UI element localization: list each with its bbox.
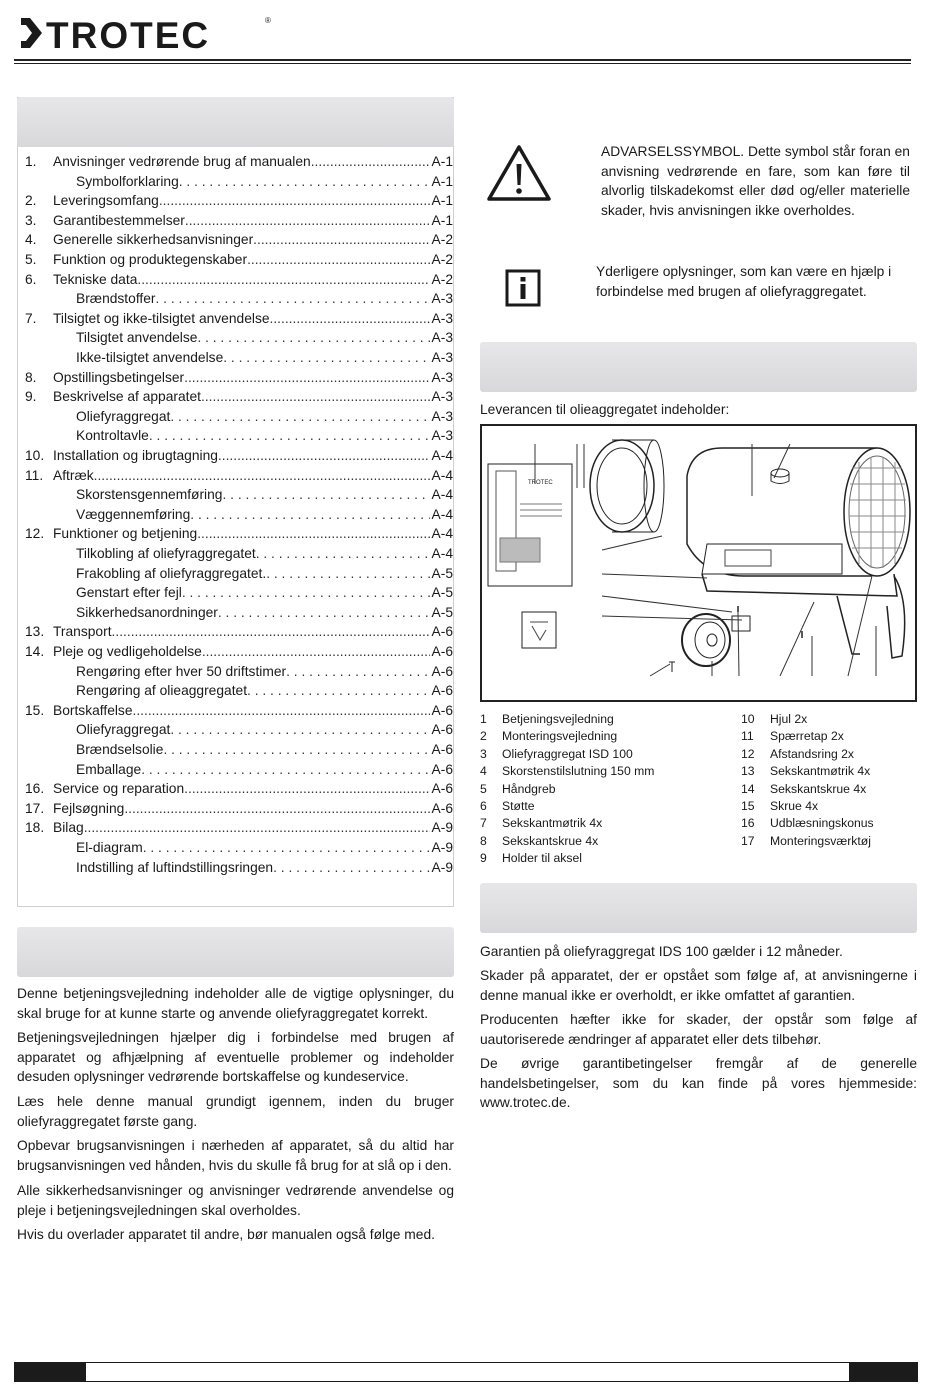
toc-entry[interactable]	[25, 818, 453, 838]
parts-list-item	[480, 781, 730, 798]
header-rule-thin	[14, 63, 911, 64]
part-label: Sekskantmøtrik 4x	[502, 816, 603, 831]
toc-entry-page: A-6	[431, 663, 453, 679]
toc-entry[interactable]	[25, 407, 453, 427]
toc-leader-dots	[141, 760, 429, 780]
toc-entry-page: A-9	[431, 820, 453, 836]
toc-leader-dots	[270, 309, 430, 329]
toc-entry[interactable]	[25, 838, 453, 858]
toc-entry-number: 2.	[25, 193, 37, 209]
toc-entry-number	[25, 505, 76, 525]
footer-bar-left	[14, 1362, 86, 1382]
toc-entry-page: A-6	[431, 702, 453, 718]
part-number: 7	[480, 816, 487, 831]
toc-leader-dots	[218, 603, 430, 623]
toc-entry-number	[25, 289, 76, 309]
toc-entry-page: A-4	[431, 487, 453, 503]
warning-symbol-text: ADVARSELSSYMBOL. Dette symbol står foran en anvisning vedrørende en fare, som kan føre til alvorlig tilskadekomst eller død og/eller materielle skader, hvis anvisningen ikke overholdes.	[601, 144, 910, 218]
part-number: 11	[741, 729, 754, 744]
delivery-section-header	[480, 342, 917, 392]
toc-entry-number: 11.	[25, 467, 44, 483]
intro-paragraph: Læs hele denne manual grundigt igennem, inden du bruger oliefyraggregatet første gang.	[17, 1094, 454, 1129]
toc-entry-number	[25, 564, 76, 584]
toc-entry[interactable]	[25, 564, 453, 584]
warning-triangle-icon	[486, 144, 552, 202]
part-number: 10	[741, 712, 755, 726]
toc-entry-number	[25, 407, 76, 427]
part-label: Sekskantskrue 4x	[502, 833, 599, 848]
part-number: 9	[480, 851, 487, 866]
toc-leader-dots	[163, 740, 429, 760]
part-number: 5	[480, 781, 487, 796]
toc-entry-label: Rengøring efter hver 50 driftstimer	[76, 663, 287, 679]
toc-leader-dots	[179, 172, 430, 192]
toc-leader-dots	[197, 524, 429, 544]
toc-entry-number: 6.	[25, 271, 37, 287]
warranty-paragraph: Skader på apparatet, der er opstået som følge af, at anvisningerne i denne manual ikke er overholdt, er ikke omfattet af garantien.	[480, 968, 917, 1003]
toc-entry-number: 13.	[25, 624, 45, 640]
delivery-illustration	[480, 424, 917, 702]
toc-entry[interactable]	[25, 152, 453, 172]
toc-entry-label: Rengøring af olieaggregatet	[76, 683, 248, 699]
parts-list-item	[741, 763, 921, 780]
parts-list-item	[741, 781, 921, 798]
toc-leader-dots	[266, 564, 429, 584]
part-label: Støtte	[502, 799, 535, 814]
part-label: Udblæsningskonus	[770, 816, 874, 831]
toc-leader-dots	[256, 544, 430, 564]
toc-entry[interactable]	[25, 720, 453, 740]
toc-entry[interactable]	[25, 603, 453, 623]
intro-paragraph: Hvis du overlader apparatet til andre, bør manualen også følge med.	[17, 1227, 435, 1242]
toc-entry-page: A-5	[431, 604, 453, 620]
toc-entry-label: Bortskaffelse	[53, 702, 133, 718]
toc-entry-page: A-9	[431, 859, 453, 875]
toc-leader-dots	[133, 701, 430, 721]
header-rule	[14, 59, 911, 61]
toc-entry-label: Garantibestemmelser	[53, 212, 185, 228]
delivery-intro: Leverancen til olieaggregatet indeholder:	[480, 402, 730, 417]
toc-entry-page: A-1	[431, 212, 453, 228]
part-number: 3	[480, 746, 487, 761]
part-label: Sekskantmøtrik 4x	[770, 764, 871, 779]
toc-entry-label: Brændselsolie	[76, 742, 164, 757]
toc-entry-label: Anvisninger vedrørende brug af manualen	[53, 154, 311, 169]
toc-entry-label: Tekniske data	[53, 271, 138, 287]
parts-list-item	[741, 815, 921, 832]
toc-entry-label: Væggennemføring	[76, 506, 191, 522]
toc-entry[interactable]	[25, 662, 453, 682]
toc-leader-dots	[170, 720, 429, 740]
toc-entry-label: Aftræk	[53, 467, 94, 483]
toc-leader-dots	[84, 818, 430, 838]
toc-leader-dots	[202, 642, 430, 662]
toc-entry-label: Ikke-tilsigtet anvendelse	[76, 350, 224, 365]
toc-entry-page: A-6	[431, 644, 453, 659]
toc-entry[interactable]	[25, 250, 453, 270]
parts-list-item	[480, 728, 730, 745]
parts-list-item	[480, 815, 730, 832]
toc-entry-label: Tilsigtet og ikke-tilsigtet anvendelse	[53, 310, 270, 326]
toc-entry-label: Tilsigtet anvendelse	[76, 330, 198, 346]
toc-entry-page: A-4	[431, 526, 453, 542]
toc-entry-number	[25, 740, 76, 760]
toc-entry-page: A-6	[431, 781, 453, 797]
toc-entry-label: Opstillingsbetingelser	[53, 369, 185, 385]
toc-entry-page: A-6	[431, 742, 453, 757]
footer-bar-right	[849, 1362, 918, 1382]
toc-entry-page: A-6	[431, 761, 453, 777]
toc-entry-label: Brændstoffer	[76, 291, 156, 307]
toc-entry-label: Service og reparation	[53, 781, 185, 797]
toc-entry-number: 14.	[25, 644, 45, 659]
toc-entry[interactable]	[25, 309, 453, 329]
toc-entry-number	[25, 681, 76, 701]
part-label: Hjul 2x	[770, 712, 808, 726]
toc-entry[interactable]	[25, 289, 453, 309]
parts-list-item	[480, 833, 730, 850]
toc-entry-page: A-6	[431, 722, 453, 738]
toc-entry-page: A-1	[431, 193, 453, 209]
toc-entry-number	[25, 328, 76, 348]
toc-entry-page: A-6	[431, 800, 453, 816]
toc-entry-label: Emballage	[76, 761, 142, 777]
part-number: 14	[741, 781, 755, 796]
toc-entry-label: Frakobling af oliefyraggregatet.	[76, 565, 267, 581]
part-number: 2	[480, 729, 487, 744]
warranty-paragraph: Garantien på oliefyraggregat IDS 100 gælder i 12 måneder.	[480, 944, 843, 959]
brand-text: TROTEC	[46, 15, 211, 54]
toc-leader-dots	[184, 779, 429, 799]
toc-entry-number	[25, 662, 76, 682]
toc-entry[interactable]	[25, 211, 453, 231]
toc-entry-label: Transport	[53, 624, 112, 640]
toc-entry[interactable]	[25, 505, 453, 525]
toc-entry-page: A-4	[431, 467, 453, 483]
part-label: Afstandsring 2x	[770, 746, 855, 761]
toc-entry[interactable]	[25, 368, 453, 388]
parts-list-item	[741, 833, 921, 850]
toc-entry[interactable]	[25, 387, 453, 407]
toc-entry-label: Kontroltavle	[76, 428, 149, 444]
toc-entry-page: A-3	[431, 310, 453, 326]
toc-entry-label: Indstilling af luftindstillingsringen	[76, 859, 274, 875]
toc-entry-page: A-3	[431, 408, 453, 424]
part-label: Oliefyraggregat ISD 100	[502, 746, 633, 761]
parts-list-right	[741, 711, 921, 850]
toc-entry-label: Leveringsomfang	[53, 193, 159, 209]
toc-entry-page: A-4	[431, 546, 453, 561]
toc-entry[interactable]	[25, 191, 453, 211]
part-label: Håndgreb	[502, 781, 556, 796]
part-number: 1	[480, 712, 487, 726]
toc-entry-page: A-3	[431, 291, 453, 307]
toc-entry[interactable]	[25, 622, 453, 642]
toc-leader-dots	[184, 368, 429, 388]
toc-entry[interactable]	[25, 426, 453, 446]
toc-entry-label: Funktioner og betjening	[53, 526, 198, 542]
toc-entry[interactable]	[25, 230, 453, 250]
toc-entry-number	[25, 426, 76, 446]
toc-entry[interactable]	[25, 779, 453, 799]
toc-entry-page: A-3	[431, 330, 453, 346]
toc-entry-number	[25, 760, 76, 780]
parts-list-item	[741, 711, 921, 728]
parts-list-item	[480, 798, 730, 815]
toc-entry-number: 9.	[25, 389, 37, 405]
toc-leader-dots	[143, 838, 430, 858]
toc-entry[interactable]	[25, 466, 453, 486]
toc-leader-dots	[247, 250, 429, 270]
toc-entry-page: A-3	[431, 389, 453, 405]
toc-entry[interactable]	[25, 740, 453, 760]
toc-entry-page: A-1	[431, 154, 453, 169]
toc-leader-dots	[190, 505, 429, 525]
toc-leader-dots	[156, 289, 430, 309]
toc-entry-number	[25, 720, 76, 740]
toc-entry-label: Funktion og produktegenskaber	[53, 252, 248, 267]
toc-leader-dots	[185, 211, 430, 231]
toc-entry-page: A-5	[431, 585, 453, 601]
part-label: Skrue 4x	[770, 799, 819, 814]
part-number: 12	[741, 746, 755, 761]
toc-entry-page: A-3	[431, 369, 453, 385]
footer-bar-middle	[86, 1362, 849, 1382]
toc-entry-number: 8.	[25, 369, 37, 385]
toc-leader-dots	[222, 485, 429, 505]
toc-entry-number	[25, 544, 76, 564]
toc-leader-dots	[170, 407, 429, 427]
toc-entry[interactable]	[25, 524, 453, 544]
toc-entry[interactable]	[25, 348, 453, 368]
manual-brand: TROTEC	[528, 480, 553, 486]
toc-leader-dots	[112, 622, 430, 642]
toc-leader-dots	[124, 799, 429, 819]
trotec-logo	[18, 14, 278, 54]
toc-entry[interactable]	[25, 799, 453, 819]
toc-entry-label: Installation og ibrugtagning	[53, 448, 218, 463]
part-number: 6	[480, 799, 487, 814]
toc-entry-label: Beskrivelse af apparatet	[53, 389, 202, 405]
toc-entry-number	[25, 583, 76, 603]
part-number: 16	[741, 816, 755, 831]
toc-entry-number: 1.	[25, 154, 37, 169]
toc-entry[interactable]	[25, 172, 453, 192]
toc-leader-dots	[197, 328, 429, 348]
toc-leader-dots	[311, 152, 430, 172]
toc-entry-number: 5.	[25, 252, 37, 267]
toc-entry[interactable]	[25, 544, 453, 564]
toc-entry-number: 12.	[25, 526, 45, 542]
intro-paragraph: Betjeningsvejledningen hjælper dig i forbindelse med brugen af apparatet og afhjælpning af eventuelle problemer og indeholder desuden oplysninger vedrørende bortskaffelse og kundeservice.	[17, 1030, 454, 1084]
toc-entry-number	[25, 348, 76, 368]
toc-leader-dots	[273, 858, 429, 878]
part-number: 13	[741, 764, 755, 779]
toc-entry-label: Skorstensgennemføring	[76, 487, 223, 503]
toc-entry[interactable]	[25, 270, 453, 290]
toc-entry-page: A-3	[431, 428, 453, 444]
toc-leader-dots	[247, 681, 429, 701]
toc-leader-dots	[149, 426, 430, 446]
intro-paragraph: Alle sikkerhedsanvisninger og anvisninger vedrørende anvendelse og pleje i betjeningsvejledningen skal overholdes.	[17, 1183, 454, 1218]
part-label: Betjeningsvejledning	[502, 712, 614, 726]
parts-list-item	[480, 850, 730, 867]
toc-entry-label: Pleje og vedligeholdelse	[53, 644, 202, 659]
toc-entry-label: Generelle sikkerhedsanvisninger	[53, 232, 254, 248]
warranty-paragraph: Producenten hæfter ikke for skader, der opstår som følge af uautoriserede ændringer af apparatet eller dets tilbehør.	[480, 1012, 917, 1047]
toc-entry[interactable]	[25, 583, 453, 603]
parts-list-item	[741, 798, 921, 815]
part-label: Spærretap 2x	[770, 729, 844, 744]
toc-entry-page: A-6	[431, 683, 453, 699]
toc-leader-dots	[182, 583, 430, 603]
toc-entry[interactable]	[25, 681, 453, 701]
toc-leader-dots	[137, 270, 429, 290]
toc-entry-label: Oliefyraggregat	[76, 408, 171, 424]
intro-section-header	[17, 927, 454, 977]
parts-list-item	[480, 763, 730, 780]
toc-entry-page: A-5	[431, 565, 453, 581]
toc-entry-number	[25, 172, 76, 192]
toc-entry[interactable]	[25, 858, 453, 878]
info-icon	[505, 269, 541, 307]
toc-entry-label: Genstart efter fejl	[76, 585, 182, 601]
toc-entry-number: 16.	[25, 781, 45, 797]
part-number: 8	[480, 833, 487, 848]
toc-entry[interactable]	[25, 701, 453, 721]
toc-entry-label: Fejlsøgning	[53, 800, 125, 816]
toc-entry-page: A-2	[431, 252, 453, 267]
toc-entry-page: A-3	[431, 350, 453, 365]
toc-entry-number: 17.	[25, 800, 45, 816]
trotec-logo-mark	[18, 14, 278, 54]
toc-entry-page: A-4	[431, 448, 453, 463]
part-number: 17	[741, 833, 755, 848]
toc-entry-page: A-4	[431, 506, 453, 522]
toc-leader-dots	[201, 387, 430, 407]
toc-entry-page: A-6	[431, 624, 453, 640]
warranty-section-header	[480, 883, 917, 933]
part-label: Monteringsvejledning	[502, 729, 618, 744]
part-number: 15	[741, 799, 755, 814]
toc-entry[interactable]	[25, 328, 453, 348]
toc-leader-dots	[253, 230, 429, 250]
toc-entry-label: El-diagram	[76, 840, 143, 855]
part-label: Skorstenstilslutning 150 mm	[502, 764, 655, 779]
part-label: Monteringsværktøj	[770, 833, 871, 848]
toc-entry-page: A-2	[431, 271, 453, 287]
warranty-paragraph: De øvrige garantibetingelser fremgår af de generelle handelsbetingelser, som du kan finde på vores hjemmeside: www.trotec.de.	[480, 1056, 917, 1110]
toc-entry-label: Symbolforklaring	[76, 173, 179, 189]
toc-entry-number	[25, 858, 76, 878]
toc-entry[interactable]	[25, 642, 453, 662]
toc-entry[interactable]	[25, 485, 453, 505]
toc-entry-label: Bilag	[53, 820, 84, 836]
toc-entry-number: 7.	[25, 310, 37, 326]
toc-entry[interactable]	[25, 760, 453, 780]
parts-list-item	[480, 711, 730, 728]
parts-list-item	[741, 746, 921, 763]
toc-entry-page: A-2	[431, 232, 453, 248]
toc-entry-page: A-1	[431, 173, 453, 189]
part-label: Holder til aksel	[502, 851, 582, 866]
toc-entry-number	[25, 485, 76, 505]
toc-entry-number: 4.	[25, 232, 37, 248]
toc-leader-dots	[159, 191, 430, 211]
info-symbol-text: Yderligere oplysninger, som kan være en hjælp i forbindelse med brugen af oliefyraggregatet.	[596, 264, 892, 299]
toc-leader-dots	[218, 446, 430, 466]
parts-list-left	[480, 711, 730, 868]
toc-entry-label: Tilkobling af oliefyraggregatet	[76, 546, 256, 561]
toc-entry[interactable]	[25, 446, 453, 466]
toc-entry-number: 10.	[25, 448, 45, 463]
heater-drawing	[482, 426, 915, 700]
toc-entry-label: Oliefyraggregat	[76, 722, 171, 738]
toc-entry-number: 18.	[25, 820, 45, 836]
toc-entry-number: 3.	[25, 212, 37, 228]
toc-entry-label: Sikkerhedsanordninger	[76, 604, 218, 620]
toc-section-header	[17, 97, 454, 147]
toc-entry-number	[25, 838, 76, 858]
parts-list-item	[480, 746, 730, 763]
parts-list-item	[741, 728, 921, 745]
part-label: Sekskantskrue 4x	[770, 781, 867, 796]
toc-entry-number	[25, 603, 76, 623]
toc-leader-dots	[286, 662, 429, 682]
part-number: 4	[480, 764, 487, 779]
toc-leader-dots	[223, 348, 429, 368]
toc-leader-dots	[94, 466, 430, 486]
intro-paragraph: Opbevar brugsanvisningen i nærheden af apparatet, så du altid har brugsanvisningen ved hånden, hvis du skulle få brug for at slå op i den.	[17, 1138, 454, 1173]
intro-paragraph: Denne betjeningsvejledning indeholder alle de vigtige oplysninger, du skal bruge for at kunne starte og anvende oliefyraggregatet korrekt.	[17, 986, 454, 1021]
toc-entry-number: 15.	[25, 702, 45, 718]
registered-mark: ®	[265, 16, 271, 25]
toc-entry-page: A-9	[431, 840, 453, 855]
